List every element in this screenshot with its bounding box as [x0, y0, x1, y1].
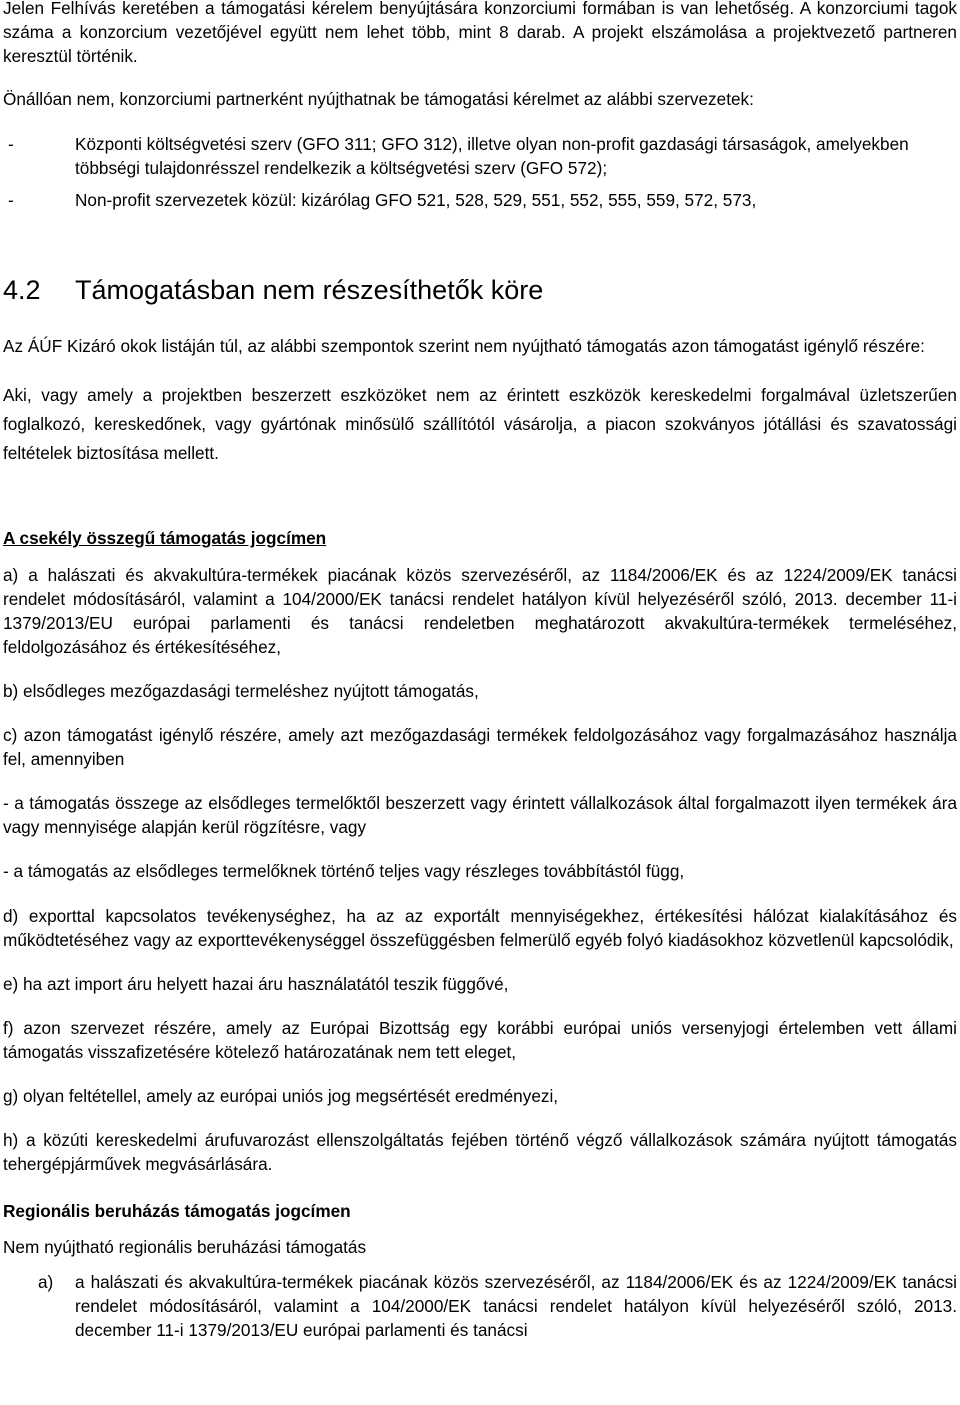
list-item-text: Non-profit szervezetek közül: kizárólag GFO 521, 528, 529, 551, 552, 555, 559, 572, 573, — [75, 190, 757, 210]
de-minimis-item-e: e) ha azt import áru helyett hazai áru használatától teszik függővé, — [3, 974, 509, 994]
de-minimis-heading: A csekély összegű támogatás jogcímen — [3, 528, 327, 548]
de-minimis-item-c: c) azon támogatást igénylő részére, amely azt mezőgazdasági termékek feldolgozásához vagy forgalmazásához használja fel, amennyiben — [3, 725, 957, 769]
de-minimis-item-d: d) exporttal kapcsolatos tevékenységhez, ha az az exportált mennyiségekhez, értékesítési hálózat kialakításához és működtetéséhez vagy az exporttevékenységgel összefüggésben felmerülő egyéb folyó kiadásokhoz közvetlenül kapcsolódik, — [3, 906, 957, 950]
consortium-only-paragraph: Önállóan nem, konzorciumi partnerként nyújthatnak be támogatási kérelmet az alábbi szervezetek: — [3, 89, 754, 109]
regional-investment-list — [3, 1270, 957, 1342]
list-dash: - — [8, 134, 14, 154]
list-item — [3, 188, 957, 212]
exclusion-intro-paragraph: Az ÁÚF Kizáró okok listáján túl, az alábbi szempontok szerint nem nyújtható támogatás azon támogatást igénylő részére: — [3, 336, 925, 356]
de-minimis-item-h: h) a közúti kereskedelmi árufuvarozást ellenszolgáltatás fejében történő végző vállalkozások számára nyújtott támogatás tehergépjárművek megvásárlására. — [3, 1130, 957, 1174]
list-dash: - — [8, 190, 14, 210]
section-number: 4.2 — [3, 275, 41, 305]
list-marker: a) — [38, 1272, 54, 1292]
list-item — [3, 132, 957, 180]
supplier-condition-paragraph: Aki, vagy amely a projektben beszerzett eszközöket nem az érintett eszközök kereskedelmi forgalmával üzletszerűen foglalkozó, kereskedőnek, vagy gyártónak minősülő szállítótól vásárolja, a piacon szokványos jótállási és szavatossági feltételek biztosítása mellett. — [3, 385, 957, 463]
consortium-organisation-list — [3, 132, 957, 212]
de-minimis-item-g: g) olyan feltétellel, amely az európai uniós jog megsértését eredményezi, — [3, 1086, 559, 1106]
regional-investment-heading: Regionális beruházás támogatás jogcímen — [3, 1201, 351, 1221]
list-item-text: a halászati és akvakultúra-termékek piacának közös szervezéséről, az 1184/2006/EK és az 1224/2009/EK tanácsi rendelet módosításáról, valamint a 104/2000/EK tanácsi rendelet hatályon kívül helyezéséről szóló, 2013. december 11-i 1379/2013/EU európai parlamenti és tanácsi — [75, 1272, 957, 1340]
de-minimis-item-a: a) a halászati és akvakultúra-termékek piacának közös szervezéséről, az 1184/2006/EK és az 1224/2009/EK tanácsi rendelet módosításáról, valamint a 104/2000/EK tanácsi rendelet hatályon kívül helyezéséről szóló, 2013. december 11-i 1379/2013/EU európai parlamenti és tanácsi rendeletben meghatározott akvakultúra-termékek termeléséhez, feldolgozásához és értékesítéséhez, — [3, 565, 957, 657]
section-title: Támogatásban nem részesíthetők köre — [75, 275, 544, 305]
de-minimis-item-c-dash-2: - a támogatás az elsődleges termelőknek történő teljes vagy részleges továbbítástól függ, — [3, 861, 685, 881]
regional-investment-intro: Nem nyújtható regionális beruházási támogatás — [3, 1237, 367, 1257]
list-item-text: Központi költségvetési szerv (GFO 311; GFO 312), illetve olyan non-profit gazdasági társaságok, amelyekben többségi tulajdonrésszel rendelkezik a költségvetési szerv (GFO 572); — [75, 134, 909, 178]
de-minimis-item-c-dash-1: - a támogatás összege az elsődleges termelőktől beszerzett vagy érintett vállalkozások által forgalmazott ilyen termékek ára vagy mennyisége alapján kerül rögzítésre, vagy — [3, 793, 957, 837]
intro-paragraph: Jelen Felhívás keretében a támogatási kérelem benyújtására konzorciumi formában is van lehetőség. A konzorciumi tagok száma a konzorcium vezetőjével együtt nem lehet több, mint 8 darab. A projekt elszámolása a projektvezető partneren keresztül történik. — [3, 0, 957, 66]
de-minimis-item-b: b) elsődleges mezőgazdasági termeléshez nyújtott támogatás, — [3, 681, 479, 701]
list-item — [3, 1270, 957, 1342]
section-heading — [3, 273, 957, 307]
de-minimis-item-f: f) azon szervezet részére, amely az Európai Bizottság egy korábbi európai uniós versenyjogi értelemben vett állami támogatás visszafizetésére kötelező határozatának nem tett eleget, — [3, 1018, 957, 1062]
